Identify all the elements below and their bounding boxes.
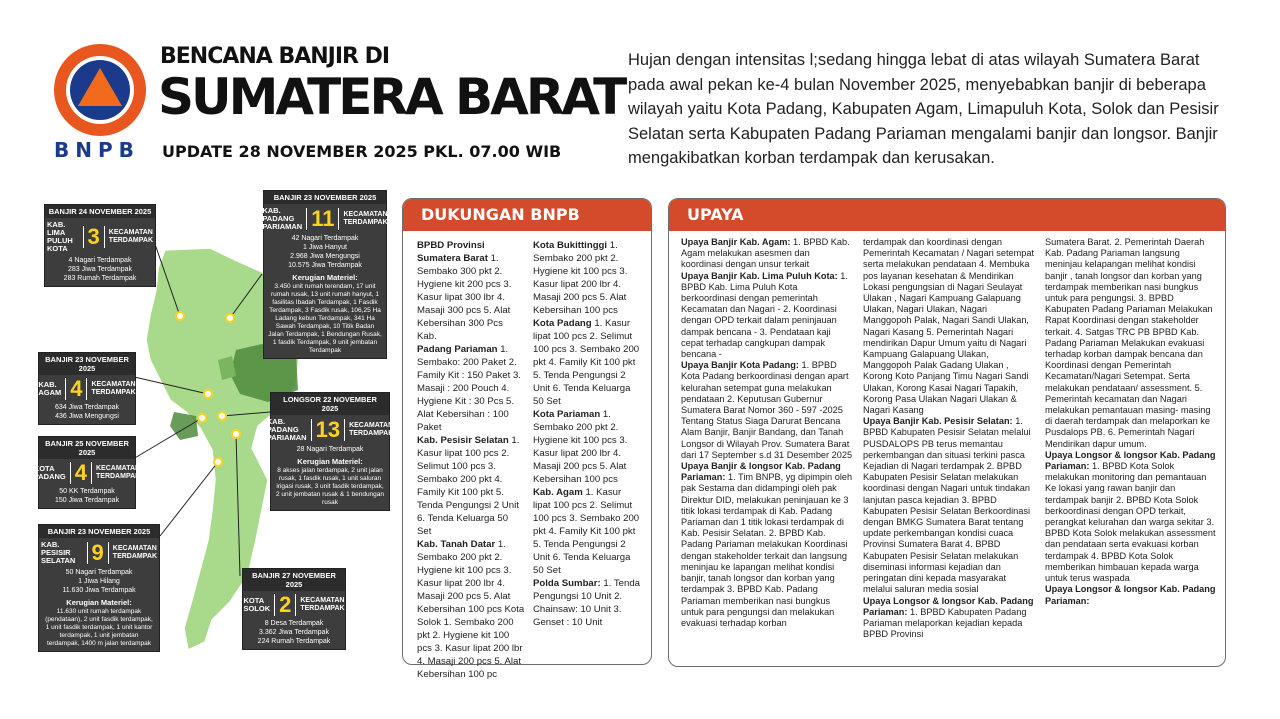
upaya-item: Upaya Banjir & longsor Kab. Padang Pariaman: 1. Tim BNPB, yg dipimpin oleh pak Sestama dan didampingi oleh pak Direktur DID, melakukan peninjauan ke 3 titik lokasi terdampak di Kab. Padang Pariaman dan 1 titik lokasi terdampak di Kab. Pesisir Selatan. 2. BPBD Kab. Padang Pariaman melakukan Koordinasi dengan stakeholder terkait dan langsung meninjau ke lapangan melihat kondisi banjir, tanah longsor dan korban yang terdampak 3. BPBD Kab. Padang Pariaman memberikan nasi bungkus untuk para pengungsi dan melakukan evakuasi terhadap korban <box>681 461 853 628</box>
upaya-panel <box>668 198 1226 667</box>
label-km-text: 11.630 unit rumah terdampak (pendataan), 2 unit fasdik terdampak, 1 unit fasdik terdampak, 1 unit kantor terdampak, 1 unit jembatan terdampak, 1400 m jalan terdampak <box>45 608 153 647</box>
label-line: 4 Nagari Terdampak <box>68 257 132 264</box>
label-number: 9 <box>87 542 109 564</box>
label-line: 1 Jiwa Hanyut <box>303 244 347 251</box>
dukungan-col-1 <box>417 239 525 681</box>
label-location: KAB. PADANG PARIAMAN <box>266 417 307 442</box>
label-kota-padang <box>33 436 141 509</box>
label-number: 13 <box>311 419 345 441</box>
label-pesisir-selatan <box>38 524 160 652</box>
bnpb-logo <box>52 42 148 138</box>
label-line: 1 Jiwa Hilang <box>78 578 120 585</box>
title-main: SUMATERA BARAT <box>158 68 625 126</box>
label-kota-solok <box>242 568 346 650</box>
label-line: 2.968 Jiwa Mengungsi <box>290 253 360 260</box>
label-padang-pariaman <box>263 190 387 359</box>
label-line: 8 Desa Terdampak <box>264 620 324 627</box>
label-line: 10.575 Jiwa Terdampak <box>288 262 362 269</box>
label-head: BANJIR 23 NOVEMBER 2025 <box>39 525 159 538</box>
intro-text: Hujan dengan intensitas l;sedang hingga lebat di atas wilayah Sumatera Barat pada awal pekan ke-4 bulan November 2025, menyebabkan banjir di beberapa wilayah yaitu Kota Padang, Kabupaten Agam, Limapuluh Kota, Solok dan Pesisir Selatan serta Kabupaten Padang Pariaman mengalami banjir dan longsor. Banjir mengakibatkan korban terdampak dan kerusakan. <box>628 51 1219 167</box>
label-line: 150 Jiwa Terdampak <box>54 497 120 504</box>
label-head: BANJIR 24 NOVEMBER 2025 <box>45 205 155 218</box>
label-line: 50 KK Terdampak <box>59 488 115 495</box>
upaya-item: Sumatera Barat. 2. Pemerintah Daerah Kab. Padang Pariaman langsung meninjau kelapangan melihat kondisi banjir , tanah longsor dan korban yang terdampak memberikan nasi bungkus untuk para pengungsi. 3. BPBD Kabupaten Padang Pariaman Melakukan Rapat Koordinasi dengan stakeholder terkait. 4. Satgas TRC PB BPBD Kab. Padang Pariaman Melakukan evakuasi terhadap korban dampak bencana dan Koordinasi dengan Pemerintah Kecamatan/Nagari Setempat. Serta melakukan pendataan/ assessment. 5. Pemerintah kecamatan dan Nagari melakukan pemantauan masing- masing di daerah terdampak dan melaporkan ke Pusdalops PB. 6. Pemerintah Nagari Mendirikan dapur umum. <box>1045 237 1213 449</box>
label-location: KAB. PADANG PARIAMAN <box>262 206 303 231</box>
label-line: 283 Jiwa Terdampak <box>67 266 133 273</box>
dukungan-item: Kab. Tanah Datar 1. Sembako 200 pkt 2. Hygiene kit 100 pcs 3. Kasur lipat 200 lbr 4. Masaji 200 pcs 5. Alat Kebersihan 100 pcs Kota Solok 1. Sembako 200 pkt 2. Hygiene kit 100 pcs 3. Kasur lipat 200 lbr 4. Masaji 200 pcs 5. Alat Kebersihan 100 pc <box>417 539 525 680</box>
label-km-head: Kerugian Materiel: <box>66 598 132 607</box>
dukungan-title: DUKUNGAN BNPB <box>403 199 651 231</box>
dukungan-item: Kota Pariaman 1. Sembako 200 pkt 2. Hygiene kit 100 pcs 3. Kasur lipat 200 lbr 4. Masaji 200 pcs 5. Alat Kebersihan 100 pcs <box>533 409 628 485</box>
label-location: KAB. LIMA PULUH KOTA <box>47 220 73 253</box>
label-line: 50 Nagari Terdampak <box>65 569 133 576</box>
update-time: UPDATE 28 NOVEMBER 2025 PKL. 07.00 WIB <box>162 142 562 161</box>
label-kecamatan: KECAMATAN TERDAMPAK <box>349 422 394 437</box>
dukungan-item: Kota Padang 1. Kasur lipat 100 pcs 2. Selimut 100 pcs 3. Sembako 200 pkt 4. Family Kit 100 pkt 5. Tenda Pengungsi 2 Unit 6. Tenda Keluarga 50 Set <box>533 318 640 407</box>
label-kecamatan: KECAMATAN TERDAMPAK <box>343 211 388 226</box>
label-head: BANJIR 27 NOVEMBER 2025 <box>243 569 345 591</box>
label-number: 3 <box>83 226 105 248</box>
label-kecamatan: KECAMATAN TERDAMPAK <box>112 545 157 560</box>
label-limapuluh-kota <box>44 204 156 287</box>
label-kecamatan: KECAMATAN TERDAMPAK <box>91 381 136 396</box>
label-number: 4 <box>65 378 87 400</box>
label-head: BANJIR 23 NOVEMBER 2025 <box>264 191 386 204</box>
label-km-head: Kerugian Materiel: <box>297 457 363 466</box>
upaya-item: Upaya Longsor & longsor Kab. Padang Pariaman: <box>1045 584 1216 606</box>
label-location: KAB. AGAM <box>38 380 62 397</box>
label-head: BANJIR 23 NOVEMBER 2025 <box>39 353 135 375</box>
label-location: KOTA PADANG <box>33 464 66 481</box>
label-location: KAB. PESISIR SELATAN <box>41 540 76 565</box>
upaya-item: Upaya Banjir Kab. Lima Puluh Kota: 1. BPBD Kab. Lima Puluh Kota berkoordinasi dengan pemerintah Kecamatan dan Nagari - 2. Koordinasi dengan OPD terkait dalam peninjauan dampak bencana - 3. Pendataan kaji cepat terhadap cangkupan dampak bencana - <box>681 270 848 360</box>
label-kecamatan: KECAMATAN TERDAMPAK <box>96 465 141 480</box>
upaya-item: Upaya Longsor & longsor Kab. Padang Pariaman: 1. BPBD Kota Solok melakukan monitoring dan pemantauan Ke lokasi yang rawan banjir dan terdampak banjir 2. BPBD Kota Solok berkoordinasi dengan OPD terkait, perangkat kelurahan dan warga sekitar 3. BPBD Kota Solok melakukan assessment dan pendataan serta evakuasi korban terdampak 4. BPBD Kota Solok memberikan himbauan kepada warga untuk terus waspada <box>1045 449 1216 584</box>
label-km-head: Kerugian Materiel: <box>292 273 358 282</box>
label-line: 283 Rumah Terdampak <box>63 275 137 282</box>
dukungan-col-2 <box>533 239 641 681</box>
label-line: 634 Jiwa Terdampak <box>54 404 120 411</box>
label-line: 42 Nagari Terdampak <box>291 235 359 242</box>
label-km-text: 8 akses jalan terdampak, 2 unit jalan rusak, 1 fasdik rusak, 1 unit saluran irigasi rusak, 3 unit fasdik terdampak, 2 unit jembatan rusak & 1 bendungan rusak <box>275 467 385 506</box>
label-longsor-padang-pariaman <box>266 392 394 511</box>
upaya-item: Upaya Longsor & longsor Kab. Padang Pariaman: 1. BPBD Kabupaten Padang Pariaman melaporkan kejadian kepada BPBD Provinsi <box>863 595 1034 640</box>
dukungan-item: BPBD Provinsi Sumatera Barat 1. Sembako 300 pkt 2. Hygiene kit 200 pcs 3. Kasur lipat 300 lbr 4. Masaji 300 pcs 5. Alat Kebersihan 300 Pcs Kab. <box>417 240 512 342</box>
upaya-item: terdampak dan koordinasi dengan Pemerintah Kecamatan / Nagari setempat serta melakukan pendataan 4. Membuka pos layanan kesehatan & Mendirikan Lokasi pengungsian di Nagari Seulayat Ulakan , Nagari Kampuang Galapuang Ulakan, Nagari Ulakan, Nagari Manggopoh Palak, Nagari Sandi Ulakan, Nagari Kasang 5. Pemerintah Nagari mendirikan Dapur Umum yaitu di Nagari Kampuang Galapuang Ulakan, Manggopoh Palak Gadang Ulakan , Korong Koto Panjang Timu Nagari Sandi Ulakan, Korong Kasai Nagari Tapakih, Korong Pasa Ulakan Nagari Ulakan & Nagari Kasang <box>863 237 1035 416</box>
dukungan-item: Kota Bukittinggi 1. Sembako 200 pkt 2. Hygiene kit 100 pcs 3. Kasur lipat 200 lbr 4. Masaji 200 pcs 5. Alat Kebersihan 100 pcs <box>533 240 628 316</box>
upaya-col-1 <box>681 237 853 640</box>
dukungan-item: Padang Pariaman 1. Sembako: 200 Paket 2. Family Kit : 150 Paket 3. Masaji : 200 Pouch 4. Hygiene Kit : 30 Pcs 5. Alat Kebersihan : 100 Paket <box>417 344 521 433</box>
label-number: 4 <box>70 462 92 484</box>
label-line: 11.630 Jiwa Terdampak <box>62 587 136 594</box>
label-line: 28 Nagari Terdampak <box>296 446 364 453</box>
label-line: 436 Jiwa Mengungsi <box>55 413 119 420</box>
label-location: KOTA SOLOK <box>243 596 271 613</box>
dukungan-panel <box>402 198 652 680</box>
upaya-item: Upaya Banjir Kab. Agam: 1. BPBD Kab. Agam melakukan asesmen dan koordinasi dengan unsur terkait <box>681 237 850 270</box>
label-head: LONGSOR 22 NOVEMBER 2025 <box>271 393 389 415</box>
label-line: 224 Rumah Terdampak <box>257 638 331 645</box>
label-kecamatan: KECAMATAN TERDAMPAK <box>300 597 345 612</box>
upaya-title: UPAYA <box>669 199 1225 231</box>
label-km-text: 3.450 unit rumah terendam, 17 unit rumah rusak, 13 unit rumah hanyut, 1 fasilitas Ibadah Terdampak, 1 Fasdik Terdampak, 3 Fasdik rusak, 106,25 Ha Ladang kebun Terdampak, 341 Ha Sawah Terdampak, 10 Titik Badan Jalan Terdampak, 1 Bendungan Rusak, 1 fasdik Terdampak, 9 unit jembatan Terdampak <box>268 283 382 354</box>
label-line: 3.362 Jiwa Terdampak <box>259 629 329 636</box>
label-number: 2 <box>274 594 296 616</box>
upaya-item: Upaya Banjir Kota Padang: 1. BPBD Kota Padang berkoordinasi dengan apart kelurahan setempat guna melakukan pendataan 2. Keputusan Gubernur Sumatera Barat Nomor 360 - 597 -2025 Tentang Status Siaga Darurat Bencana Alam Banjir, Banjir Bandang, dan Tanah Longsor di Wilayah Prov. Sumatera Barat dari 17 September s.d 31 Desember 2025 <box>681 360 853 460</box>
dukungan-item: Polda Sumbar: 1. Tenda Pengungsi 10 Unit 2. Chainsaw: 10 Unit 3. Genset : 10 Unit <box>533 578 641 628</box>
bnpb-label: BNPB <box>54 138 140 162</box>
upaya-col-2 <box>863 237 1035 640</box>
label-agam <box>38 352 136 425</box>
upaya-col-3 <box>1045 237 1217 640</box>
dukungan-item: Kab. Agam 1. Kasur lipat 100 pcs 2. Selimut 100 pcs 3. Sembako 200 pkt 4. Family Kit 100 pkt 5. Tenda Pengungsi 2 Unit 6. Tenda Keluarga 50 Set <box>533 487 640 576</box>
label-kecamatan: KECAMATAN TERDAMPAK <box>108 229 153 244</box>
upaya-item: Upaya Banjir Kab. Pesisir Selatan: 1. BPBD Kabupaten Pesisir Selatan melalui PUSDALOPS PB terus memantau perkembangan dan situasi terkini pasca Kejadian di Nagari terdampak 2. BPBD Kabupaten Pesisir Selatan melakukan koordinasi dengan Nagari untuk tindakan lanjutan pasca kejadian 3. BPBD Kabupaten Pesisir Selatan Berkoordinasi dengan BMKG Sumatera Barat tentang update perkembangan kondisi cuaca Provinsi Sumatera Barat 4. BPBD Kabupaten Pesisir Selatan melakukan diseminasi informasi kejadian dan peringatan dini kepada masyarakat melalui saluran media sosial <box>863 416 1031 595</box>
sumbar-map <box>0 180 400 700</box>
dukungan-item: Kab. Pesisir Selatan 1. Kasur lipat 100 pcs 2. Selimut 100 pcs 3. Sembako 200 pkt 4. Family Kit 100 pkt 5. Tenda Pengungsi 2 Unit 6. Tenda Keluarga 50 Set <box>417 435 520 537</box>
title-top: BENCANA BANJIR DI <box>160 44 390 69</box>
label-head: BANJIR 25 NOVEMBER 2025 <box>39 437 135 459</box>
label-number: 11 <box>306 208 339 230</box>
